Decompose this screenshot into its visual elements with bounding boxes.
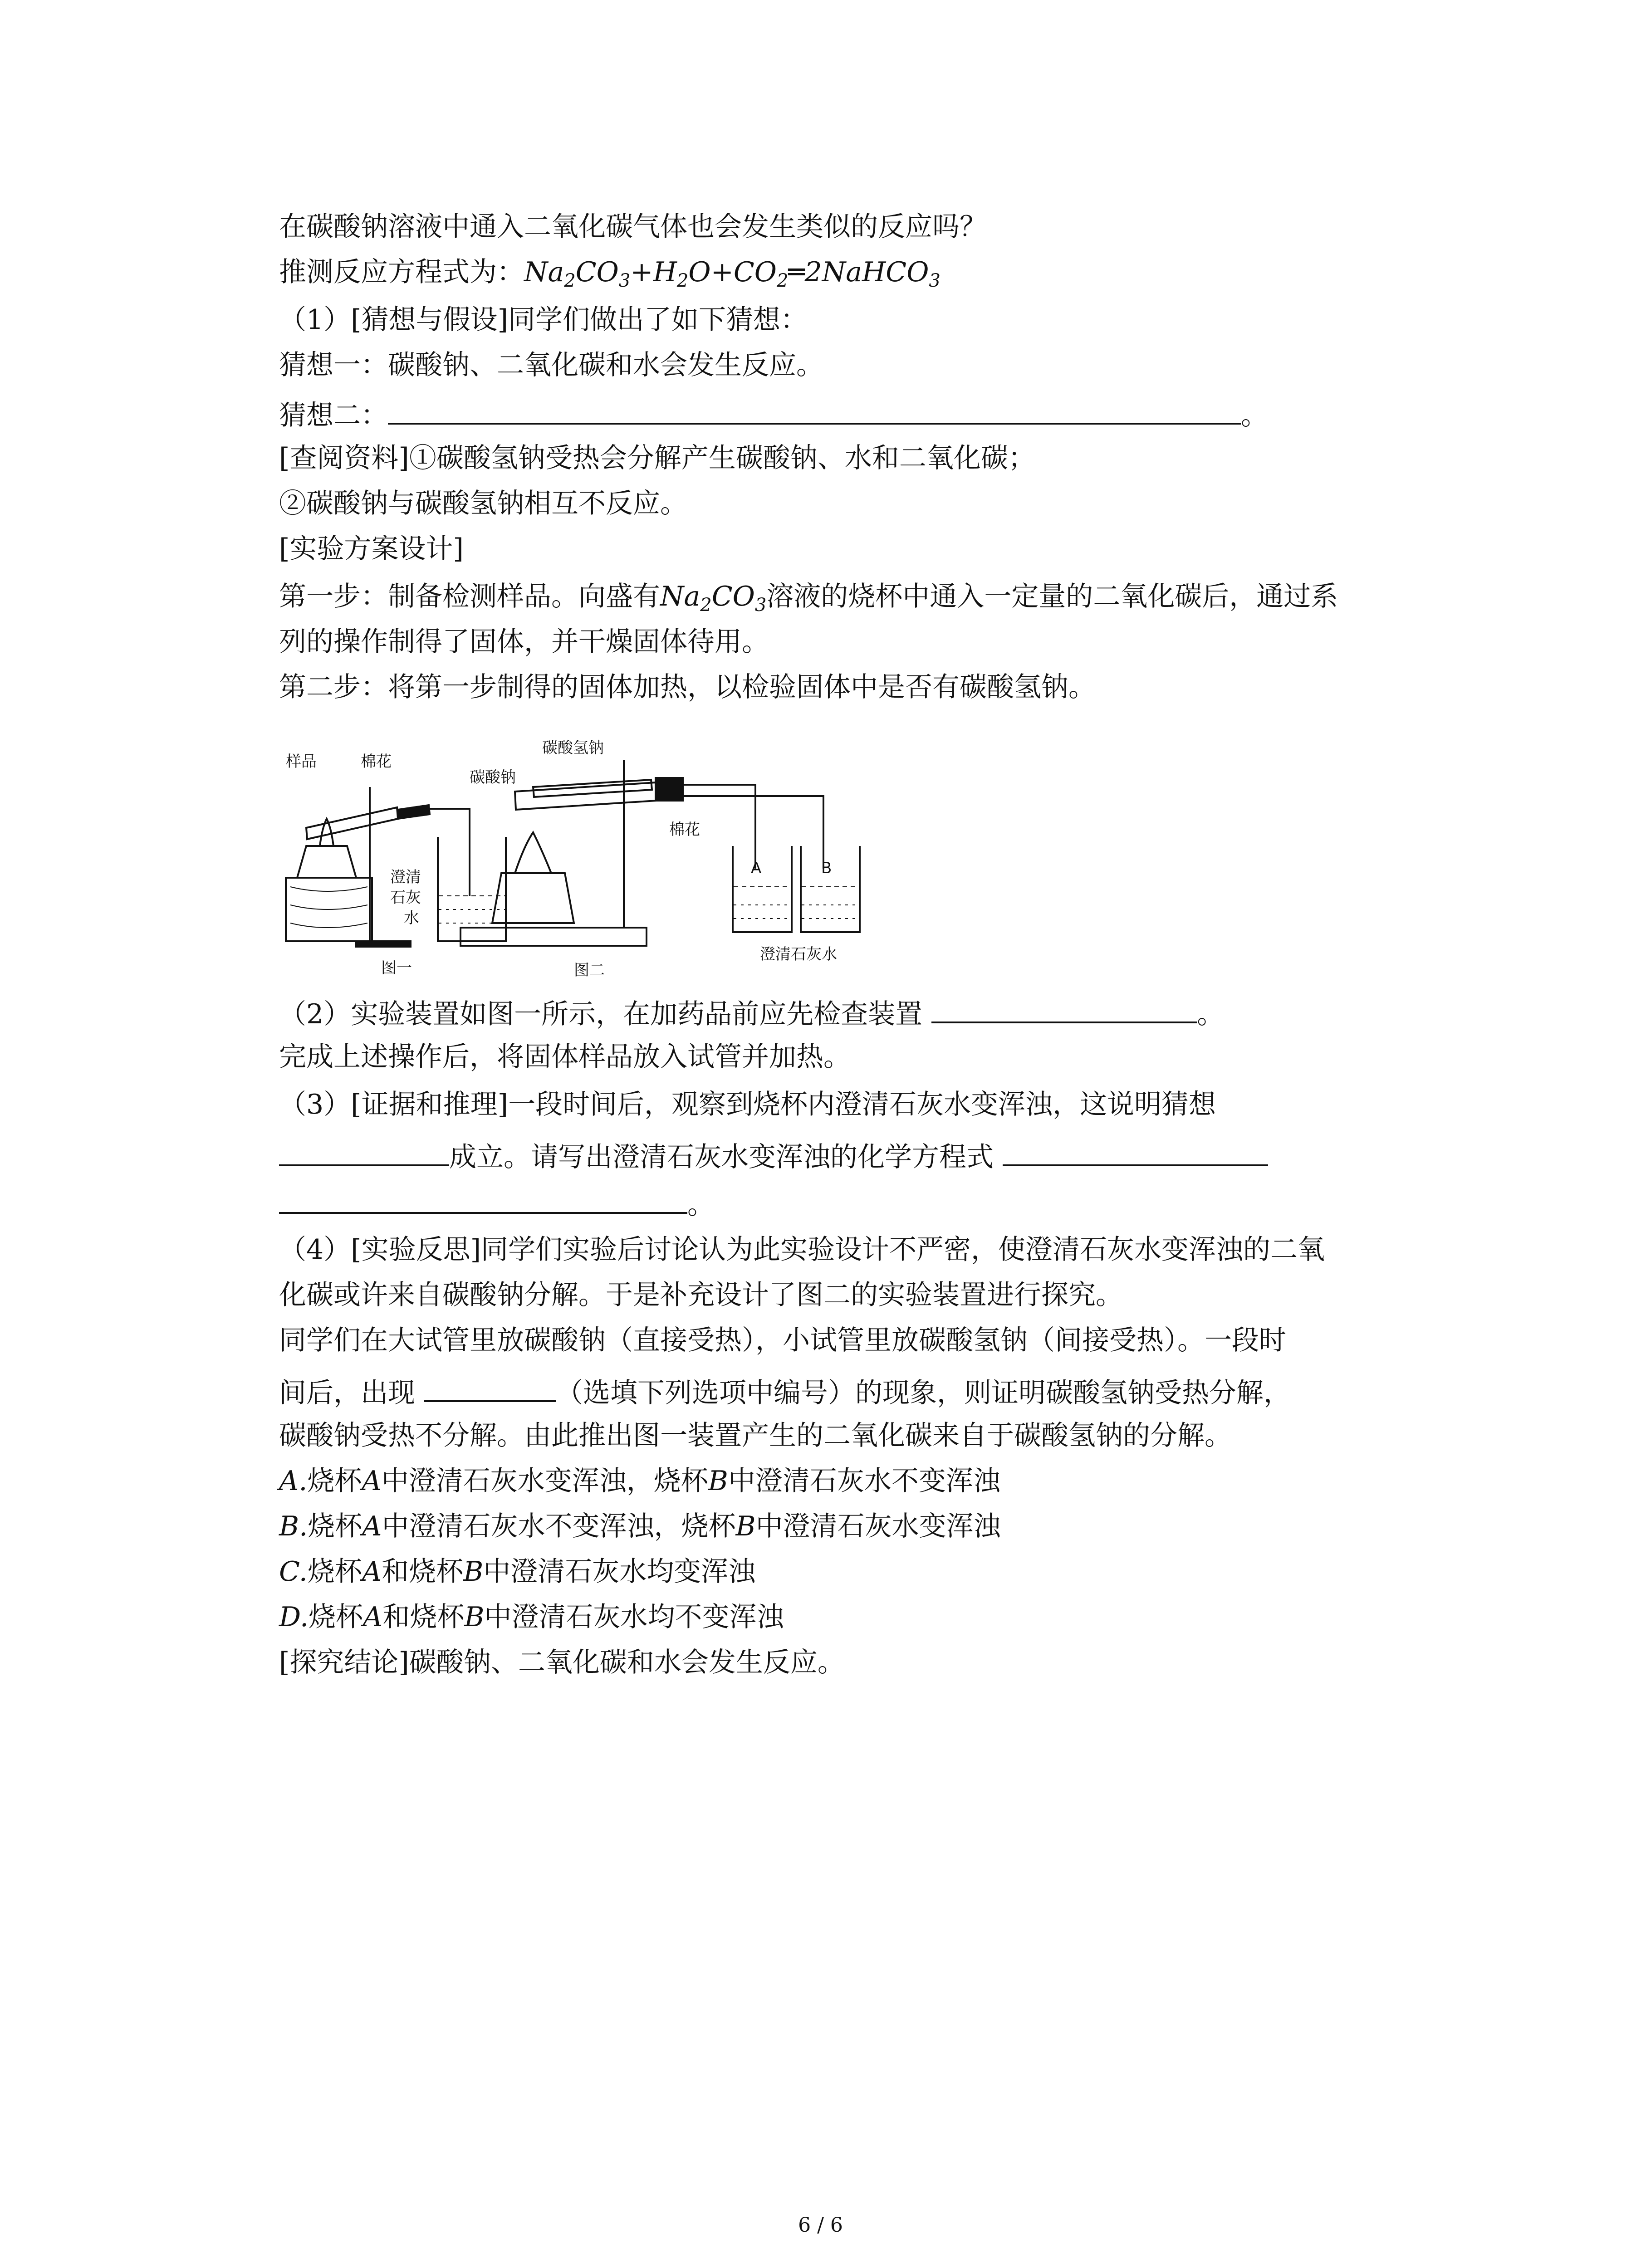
- text-line: 同学们在大试管里放碳酸钠（直接受热），小试管里放碳酸氢钠（间接受热）。一段时: [279, 1325, 1286, 1356]
- question-3-cont: 。: [279, 1184, 715, 1223]
- equation-line: [279, 254, 941, 299]
- text-line: ②碳酸钠与碳酸氢钠相互不反应。: [279, 488, 687, 519]
- equation-prefix: 推测反应方程式为：: [279, 256, 524, 288]
- label-lime-2: 石灰: [390, 889, 421, 907]
- text-line: 完成上述操作后，将固体样品放入试管并加热。: [279, 1041, 851, 1073]
- question-4-line: 间后，出现 （选填下列选项中编号）的现象，则证明碳酸氢钠受热分解，: [279, 1372, 1291, 1411]
- equation: $Na_2CO_3+H_2O+CO_2═2NaHCO_3$: [524, 256, 941, 291]
- text-line: 猜想一：碳酸钠、二氧化碳和水会发生反应。: [279, 349, 823, 381]
- label-na2co3: 碳酸钠: [470, 768, 516, 787]
- label-beaker-A: A: [751, 859, 762, 877]
- hypothesis-two-line: 猜想二： 。: [279, 395, 1268, 434]
- label-nahco3: 碳酸氢钠: [542, 739, 604, 757]
- beaker-1: [438, 837, 506, 941]
- text-line: 第二步：将第一步制得的固体加热，以检验固体中是否有碳酸氢钠。: [279, 671, 1096, 703]
- test-tube: [306, 807, 398, 839]
- check-blank[interactable]: [931, 993, 1197, 1023]
- label-cotton-1: 棉花: [361, 753, 392, 771]
- text-line: （4）[实验反思]同学们实验后讨论认为此实验设计不严密，使澄清石灰水变浑浊的二氧: [279, 1234, 1325, 1266]
- label-sample: 样品: [286, 753, 317, 771]
- alcohol-lamp: [297, 846, 356, 878]
- equation-blank-cont[interactable]: [279, 1184, 687, 1214]
- apparatus-figure: [279, 733, 923, 989]
- page-number: 6 / 6: [798, 2214, 843, 2237]
- text-line: （3）[证据和推理]一段时间后，观察到烧杯内澄清石灰水变浑浊，这说明猜想: [279, 1089, 1216, 1120]
- hypothesis-blank[interactable]: [279, 1136, 449, 1166]
- option-a: A.烧杯A中澄清石灰水变浑浊，烧杯B中澄清石灰水不变浑浊: [279, 1465, 1000, 1497]
- equation-blank[interactable]: [1003, 1136, 1268, 1166]
- text-line: [探究结论]碳酸钠、二氧化碳和水会发生反应。: [279, 1647, 845, 1678]
- alcohol-lamp-2: [492, 873, 574, 923]
- label-beaker-B: B: [821, 859, 832, 877]
- text-line: 第一步：制备检测样品。向盛有$Na_2CO_3$溶液的烧杯中通入一定量的二氧化碳后，通过系: [279, 581, 1338, 616]
- label-lime-3: 水: [404, 909, 419, 927]
- text-line: [查阅资料]①碳酸氢钠受热会分解产生碳酸钠、水和二氧化碳；: [279, 442, 1035, 474]
- label-cotton-2: 棉花: [669, 821, 700, 839]
- caption-fig2: 图二: [574, 961, 605, 979]
- option-c: C.烧杯A和烧杯B中澄清石灰水均变浑浊: [279, 1556, 756, 1588]
- option-d: D.烧杯A和烧杯B中澄清石灰水均不变浑浊: [279, 1601, 784, 1633]
- option-blank[interactable]: [424, 1372, 556, 1402]
- question-3-line: 成立。请写出澄清石灰水变浑浊的化学方程式: [279, 1136, 1268, 1175]
- label-lime-1: 澄清: [390, 868, 421, 886]
- delivery-tube: [429, 809, 470, 896]
- hypothesis-two-blank[interactable]: [388, 395, 1241, 425]
- option-b: B.烧杯A中澄清石灰水不变浑浊，烧杯B中澄清石灰水变浑浊: [279, 1510, 1001, 1542]
- question-2-line: （2）实验装置如图一所示，在加药品前应先检查装置 。: [279, 993, 1224, 1032]
- caption-fig1: 图一: [381, 959, 412, 977]
- beaker-A: [733, 846, 792, 932]
- text-line: 碳酸钠受热不分解。由此推出图一装置产生的二氧化碳来自于碳酸氢钠的分解。: [279, 1420, 1232, 1452]
- text-line: 化碳或许来自碳酸钠分解。于是补充设计了图二的实验装置进行探究。: [279, 1279, 1123, 1311]
- text-line: （1）[猜想与假设]同学们做出了如下猜想：: [279, 304, 808, 336]
- tube-to-B: [683, 796, 823, 869]
- base-plate: [460, 928, 647, 946]
- text-line: [实验方案设计]: [279, 533, 464, 565]
- text-line: 列的操作制得了固体，并干燥固体待用。: [279, 626, 769, 658]
- text-line: 在碳酸钠溶液中通入二氧化碳气体也会发生类似的反应吗？: [279, 211, 987, 243]
- label-limewater: 澄清石灰水: [760, 945, 837, 963]
